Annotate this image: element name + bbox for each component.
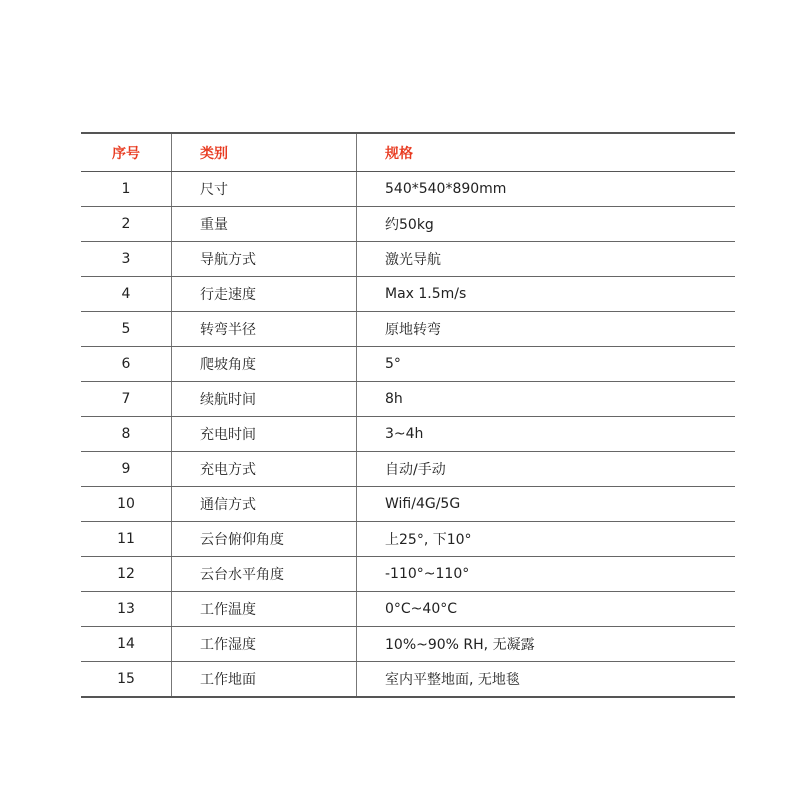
table-row	[81, 557, 735, 592]
row-spec: 激光导航	[357, 242, 736, 277]
row-category: 续航时间	[172, 382, 357, 417]
row-no: 15	[81, 662, 172, 698]
row-spec: 约50kg	[357, 207, 736, 242]
row-no: 10	[81, 487, 172, 522]
row-spec: 540*540*890mm	[357, 172, 736, 207]
row-no: 13	[81, 592, 172, 627]
row-spec: 10%~90% RH, 无凝露	[357, 627, 736, 662]
row-category: 工作湿度	[172, 627, 357, 662]
spec-table	[81, 132, 735, 698]
row-no: 14	[81, 627, 172, 662]
table-row	[81, 312, 735, 347]
row-category: 充电方式	[172, 452, 357, 487]
row-spec: 8h	[357, 382, 736, 417]
table-row	[81, 592, 735, 627]
table-row	[81, 662, 735, 698]
row-category: 爬坡角度	[172, 347, 357, 382]
spec-table-header	[81, 133, 735, 172]
row-no: 6	[81, 347, 172, 382]
row-spec: 3~4h	[357, 417, 736, 452]
row-no: 7	[81, 382, 172, 417]
row-no: 3	[81, 242, 172, 277]
header-category: 类别	[172, 133, 357, 172]
row-category: 尺寸	[172, 172, 357, 207]
row-no: 5	[81, 312, 172, 347]
table-row	[81, 417, 735, 452]
row-category: 云台俯仰角度	[172, 522, 357, 557]
table-row	[81, 382, 735, 417]
row-spec: Wifi/4G/5G	[357, 487, 736, 522]
row-spec: Max 1.5m/s	[357, 277, 736, 312]
row-category: 行走速度	[172, 277, 357, 312]
row-no: 9	[81, 452, 172, 487]
row-category: 工作温度	[172, 592, 357, 627]
row-spec: 室内平整地面, 无地毯	[357, 662, 736, 698]
row-no: 4	[81, 277, 172, 312]
table-row	[81, 347, 735, 382]
row-category: 工作地面	[172, 662, 357, 698]
table-row	[81, 522, 735, 557]
spec-table-body	[81, 172, 735, 698]
row-category: 通信方式	[172, 487, 357, 522]
row-spec: 原地转弯	[357, 312, 736, 347]
table-row	[81, 207, 735, 242]
row-spec: 0°C~40°C	[357, 592, 736, 627]
row-spec: 上25°, 下10°	[357, 522, 736, 557]
row-category: 导航方式	[172, 242, 357, 277]
row-category: 充电时间	[172, 417, 357, 452]
row-no: 11	[81, 522, 172, 557]
header-spec: 规格	[357, 133, 736, 172]
header-no: 序号	[81, 133, 172, 172]
row-no: 8	[81, 417, 172, 452]
row-no: 12	[81, 557, 172, 592]
table-row	[81, 172, 735, 207]
table-row	[81, 452, 735, 487]
row-category: 重量	[172, 207, 357, 242]
row-category: 云台水平角度	[172, 557, 357, 592]
row-no: 2	[81, 207, 172, 242]
row-no: 1	[81, 172, 172, 207]
row-spec: -110°~110°	[357, 557, 736, 592]
table-row	[81, 242, 735, 277]
header-row	[81, 133, 735, 172]
row-spec: 5°	[357, 347, 736, 382]
table-row	[81, 627, 735, 662]
row-category: 转弯半径	[172, 312, 357, 347]
row-spec: 自动/手动	[357, 452, 736, 487]
table-row	[81, 277, 735, 312]
table-row	[81, 487, 735, 522]
